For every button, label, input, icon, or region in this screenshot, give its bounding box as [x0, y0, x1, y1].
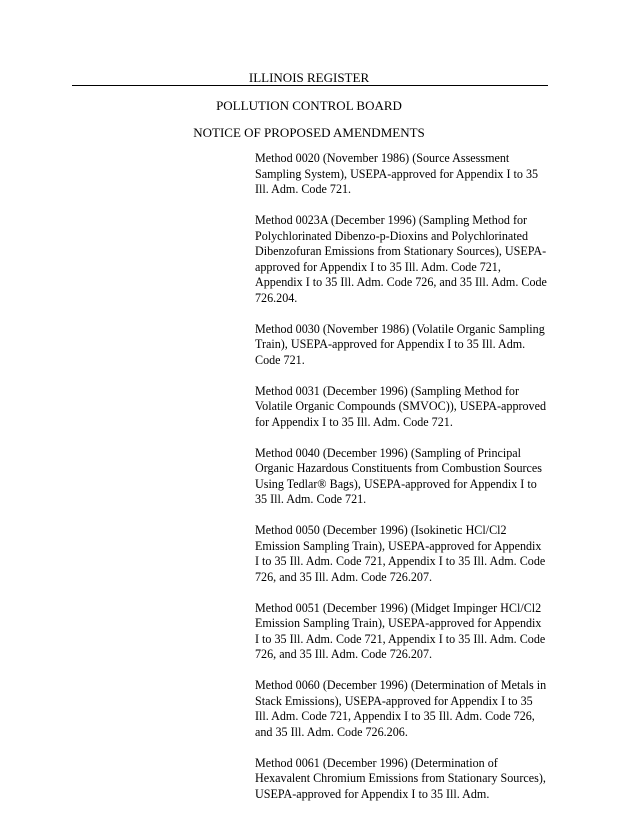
- method-list: [255, 151, 547, 818]
- method-0030-entry: Method 0030 (November 1986) (Volatile Organic Sampling Train), USEPA-approved for Appendix I to 35 Ill. Adm. Code 721.: [255, 321, 545, 367]
- method-0023a-entry: Method 0023A (December 1996) (Sampling Method for Polychlorinated Dibenzo-p-Dioxins and Polychlorinated Dibenzofuran Emissions from Stationary Sources), USEPA-approved for Appendix I to 35 Ill. Adm. Code 721, Appendix I to 35 Ill. Adm. Code 726, and 35 Ill. Adm. Code 726.204.: [255, 213, 547, 305]
- register-title: ILLINOIS REGISTER: [248, 70, 370, 85]
- method-0020-entry: Method 0020 (November 1986) (Source Assessment Sampling System), USEPA-approved for Appendix I to 35 Ill. Adm. Code 721.: [255, 151, 539, 196]
- method-0061-entry: Method 0061 (December 1996) (Determination of Hexavalent Chromium Emissions from Stationary Sources), USEPA-approved for Appendix I to 35 Ill. Adm.: [255, 755, 546, 801]
- method-0050-entry: Method 0050 (December 1996) (Isokinetic HCl/Cl2 Emission Sampling Train), USEPA-approved for Appendix I to 35 Ill. Adm. Code 721, Appendix I to 35 Ill. Adm. Code 726, and 35 Ill. Adm. Code 726.207.: [255, 523, 546, 584]
- board-heading: POLLUTION CONTROL BOARD: [216, 98, 402, 113]
- method-0060-entry: Method 0060 (December 1996) (Determination of Metals in Stack Emissions), USEPA-approved for Appendix I to 35 Ill. Adm. Code 721, Appendix I to 35 Ill. Adm. Code 726, and 35 Ill. Adm. Code 726.206.: [255, 678, 547, 739]
- method-0040-entry: Method 0040 (December 1996) (Sampling of Principal Organic Hazardous Constituents from Combustion Sources Using Tedlar® Bags), USEPA-approved for Appendix I to 35 Ill. Adm. Code 721.: [255, 445, 542, 506]
- notice-heading: NOTICE OF PROPOSED AMENDMENTS: [193, 125, 425, 140]
- method-0031-entry: Method 0031 (December 1996) (Sampling Method for Volatile Organic Compounds (SMVOC)), USEPA-approved for Appendix I to 35 Ill. Adm. Code 721.: [255, 383, 547, 429]
- header-rule: [72, 85, 548, 86]
- method-0051-entry: Method 0051 (December 1996) (Midget Impinger HCl/Cl2 Emission Sampling Train), USEPA-approved for Appendix I to 35 Ill. Adm. Code 721, Appendix I to 35 Ill. Adm. Code 726, and 35 Ill. Adm. Code 726.207.: [255, 600, 546, 661]
